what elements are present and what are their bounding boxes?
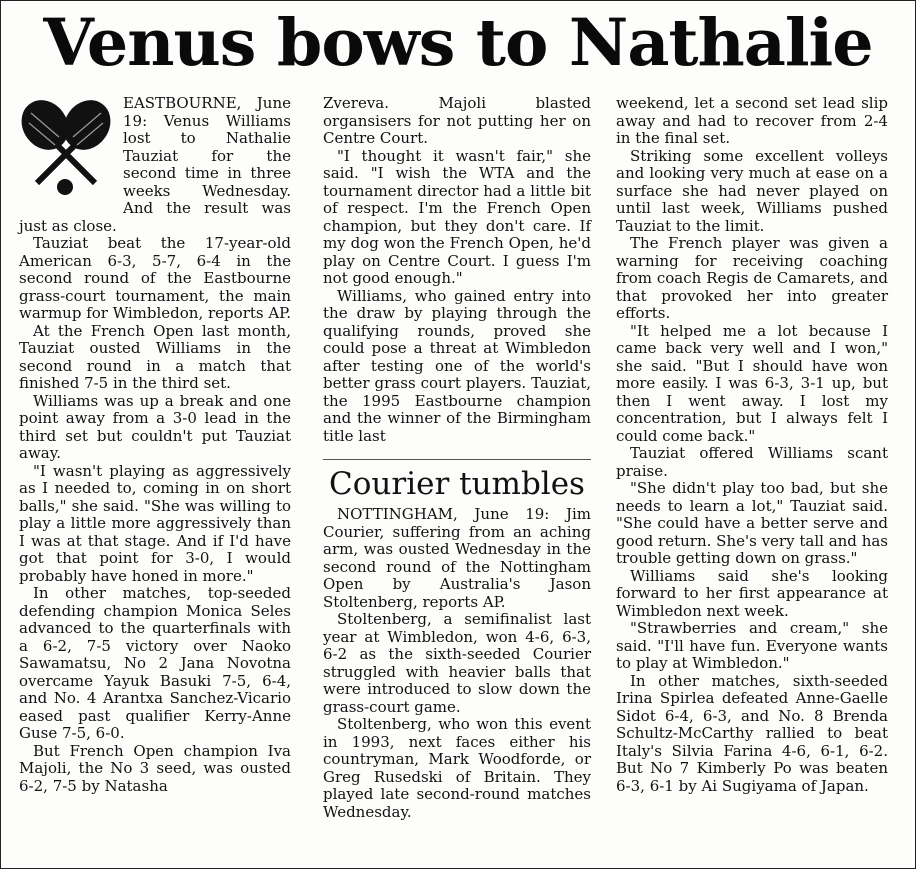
paragraph: Stoltenberg, a semifinalist last year at Wimbledon, won 4-6, 6-3, 6-2 as the sixth-seeded Courier struggled with heavier balls that were introduced to slow down the grass-court game. [323,610,591,716]
paragraph: "I wasn't playing as aggressively as I needed to, coming in on short balls," she said. "She was willing to play a little more aggressively than I was at that stage. And if I'd have got that point for 3-0, I would probably have honed in more." [19,461,291,585]
paragraph: In other matches, sixth-seeded Irina Spirlea defeated Anne-Gaelle Sidot 6-4, 6-3, and No. 8 Brenda Schultz-McCarthy rallied to beat Italy's Silvia Farina 4-6, 6-1, 6-2. But No 7 Kimberly Po was beaten 6-3, 6-1 by Ai Sugiyama of Japan. [616,671,888,795]
paragraph: Williams said she's looking forward to her first appearance at Wimbledon next week. [616,566,888,620]
paragraph: At the French Open last month, Tauziat ousted Williams in the second round in a match that finished 7-5 in the third set. [19,321,291,392]
column-2 [323,95,591,821]
paragraph: "Strawberries and cream," she said. "I'll have fun. Everyone wants to play at Wimbledon." [616,619,888,672]
paragraph: But French Open champion Iva Majoli, the No 3 seed, was ousted 6-2, 7-5 by Natasha [19,741,291,795]
paragraph: In other matches, top-seeded defending champion Monica Seles advanced to the quarterfinals with a 6-2, 7-5 victory over Naoko Sawamatsu, No 2 Jana Novotna overcame Yayuk Basuki 7-5, 6-4, and No. 4 Arantxa Sanchez-Vicario eased past qualifier Kerry-Anne Guse 7-5, 6-0. [19,584,291,742]
dateline: NOTTINGHAM [337,505,454,523]
paragraph: Zvereva. Majoli blasted organsisers for not putting her on Centre Court. [323,94,591,147]
column-1 [19,95,291,795]
dateline: EASTBOURNE, [123,94,242,112]
divider [323,459,591,460]
column-3 [616,95,888,795]
paragraph: Williams was up a break and one point away from a 3-0 lead in the third set but couldn't put Tauziat away. [19,391,291,462]
paragraph: Tauziat beat the 17-year-old American 6-3, 5-7, 6-4 in the second round of the Eastbourne grass-court tournament, the main warmup for Wimbledon, reports AP. [19,234,292,322]
paragraph: Williams, who gained entry into the draw by playing through the qualifying rounds, proved she could pose a threat at Wimbledon after testing one of the world's better grass court players. Tauziat, the 1995 Eastbourne champion and the winner of the Birmingham title last [323,286,591,445]
paragraph: Stoltenberg, who won this event in 1993, next faces either his countryman, Mark Woodforde, or Greg Rusedski of Britain. They played late second-round matches Wednesday. [323,715,591,821]
paragraph: June 19: Venus Williams lost to Nathalie Tauziat for the second time in three weeks Wednesday. And the result was just as close. [19,94,291,235]
paragraph: Striking some excellent volleys and looking very much at ease on a surface she had never played on until last week, Williams pushed Tauziat to the limit. [616,146,888,235]
paragraph: "I thought it wasn't fair," she said. "I wish the WTA and the tournament director had a little bit of respect. I'm the French Open champion, but they don't care. If my dog won the French Open, he'd play on Centre Court. I guess I'm not good enough." [323,146,591,287]
subheadline: Courier tumbles [329,466,585,502]
paragraph: The French player was given a warning for receiving coaching from coach Regis de Camarets, and that provoked her into greater efforts. [616,234,888,322]
paragraph: "She didn't play too bad, but she needs to learn a lot," Tauziat said. "She could have a better serve and good return. She's very tall and has trouble getting down on grass." [616,479,888,567]
paragraph: Tauziat offered Williams scant praise. [616,444,888,480]
tennis-rackets-icon [15,95,117,201]
paragraph: , June 19: Jim Courier, suffering from an aching arm, was ousted Wednesday in the second round of the Nottingham Open by Australia's Jason Stoltenberg, reports AP. [323,505,591,611]
headline: Venus bows to Nathalie [43,5,873,81]
paragraph: weekend, let a second set lead slip away and had to recover from 2-4 in the final set. [616,94,888,147]
paragraph: "It helped me a lot because I came back very well and I won," she said. "But I should have won more easily. I was 6-3, 3-1 up, but then I went away. I lost my concentration, but I always felt I could come back." [616,321,888,445]
